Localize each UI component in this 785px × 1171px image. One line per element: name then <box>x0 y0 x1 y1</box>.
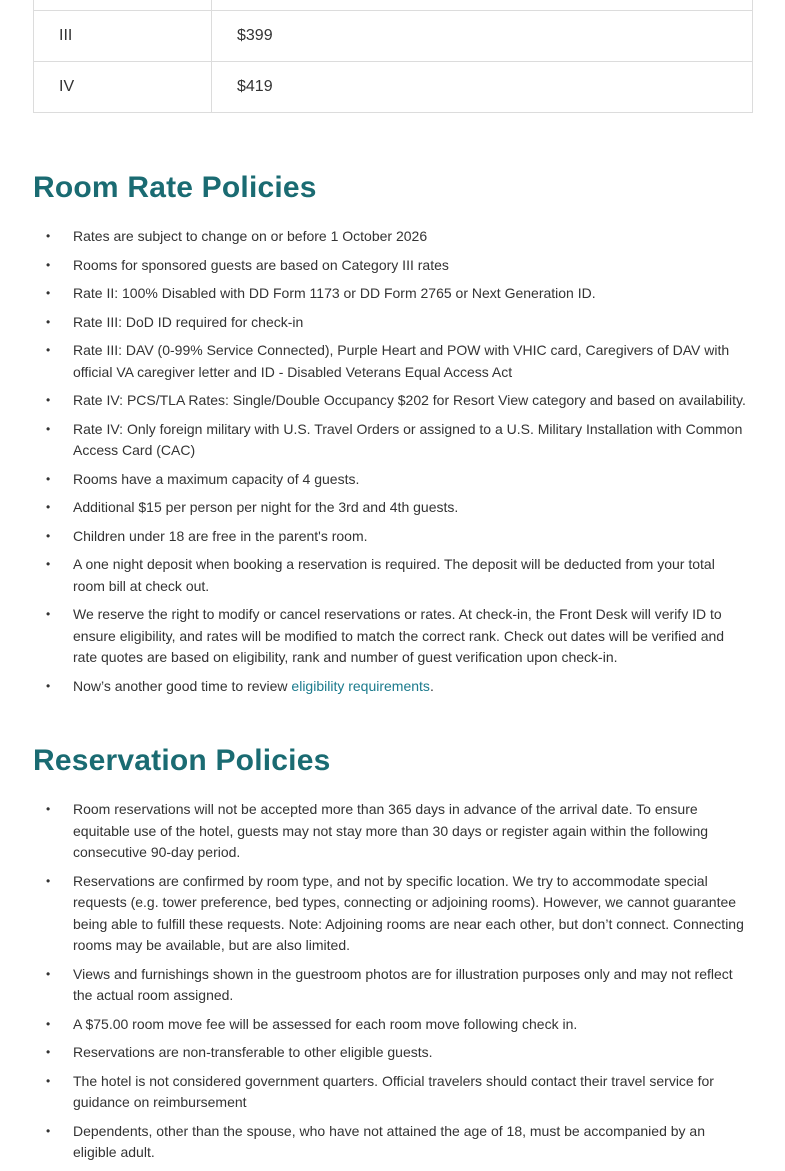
list-item <box>33 1014 749 1036</box>
list-item <box>33 964 749 1007</box>
list-item-text: Now’s another good time to review <box>73 677 292 694</box>
list-item <box>33 676 749 698</box>
list-item <box>33 1071 749 1114</box>
list-item <box>33 604 749 669</box>
room-rate-policy-list <box>33 226 749 704</box>
table-cell-price: $399 <box>212 11 753 62</box>
bullet-icon: • <box>46 1045 51 1059</box>
list-item-text: Views and furnishings shown in the guestroom photos are for illustration purposes only and may not reflect the actual room assigned. <box>73 965 733 1003</box>
list-item <box>33 390 749 412</box>
bullet-icon: • <box>46 1123 51 1138</box>
table-cell-category <box>34 0 212 11</box>
list-item-text: We reserve the right to modify or cancel reservations or rates. At check-in, the Front Desk will verify ID to ensure eligibility, and rates will be modified to match the correct rank. Check out dates will be verified and rate quotes are based on eligibility, rank and number of guest verification upon check-in. <box>73 606 725 665</box>
table-cell-price: $419 <box>212 62 753 113</box>
table-cell-category: IV <box>34 62 212 113</box>
bullet-icon: • <box>46 393 51 407</box>
bullet-icon: • <box>46 286 51 300</box>
list-item-text: Rate IV: PCS/TLA Rates: Single/Double Occupancy $202 for Resort View category and based on availability. <box>73 392 746 408</box>
list-item <box>33 1121 749 1164</box>
bullet-icon: • <box>46 257 51 272</box>
list-item <box>33 340 749 383</box>
bullet-icon: • <box>46 873 51 888</box>
reservation-policies-heading: Reservation Policies <box>33 744 331 777</box>
list-item-text: Additional $15 per person per night for the 3rd and 4th guests. <box>73 499 459 515</box>
list-item <box>33 283 749 305</box>
list-item-text: Rate III: DoD ID required for check-in <box>73 313 304 330</box>
list-item <box>33 469 749 491</box>
table-row <box>34 0 753 11</box>
bullet-icon: • <box>46 607 51 621</box>
list-item-text: A one night deposit when booking a reservation is required. The deposit will be deducted from your total room bill at check out. <box>73 556 715 594</box>
bullet-icon: • <box>46 1016 51 1031</box>
list-item-text: Rate III: DAV (0-99% Service Connected), Purple Heart and POW with VHIC card, Caregivers of DAV with official VA caregiver letter and ID - Disabled Veterans Equal Access Act <box>73 342 730 380</box>
bullet-icon: • <box>46 528 51 543</box>
reservation-policy-list <box>33 799 749 1171</box>
list-item <box>33 799 749 864</box>
list-item <box>33 255 749 277</box>
list-item <box>33 554 749 597</box>
bullet-icon: • <box>46 678 51 693</box>
bullet-icon: • <box>46 229 51 243</box>
list-item <box>33 1042 749 1064</box>
list-item <box>33 419 749 462</box>
list-item <box>33 871 749 957</box>
bullet-icon: • <box>46 421 51 436</box>
list-item-text: Rate II: 100% Disabled with DD Form 1173 or DD Form 2765 or Next Generation ID. <box>73 285 596 301</box>
table-row <box>34 11 753 62</box>
table-cell-price <box>212 0 753 11</box>
bullet-icon: • <box>46 1073 51 1088</box>
bullet-icon: • <box>46 343 51 357</box>
list-item <box>33 312 749 334</box>
list-item-text: Reservations are non-transferable to other eligible guests. <box>73 1044 433 1060</box>
room-rate-policies-heading: Room Rate Policies <box>33 171 317 204</box>
list-item-text: Rooms for sponsored guests are based on Category III rates <box>73 256 449 273</box>
bullet-icon: • <box>46 557 51 571</box>
list-item <box>33 497 749 519</box>
list-item-text: Rates are subject to change on or before 1 October 2026 <box>73 228 428 244</box>
list-item-text: Children under 18 are free in the parent's room. <box>73 527 368 544</box>
bullet-icon: • <box>46 314 51 329</box>
list-item-text: Dependents, other than the spouse, who have not attained the age of 18, must be accompanied by an eligible adult. <box>73 1122 705 1160</box>
list-item <box>33 526 749 548</box>
bullet-icon: • <box>46 802 51 816</box>
list-item-text-end: . <box>429 677 434 694</box>
bullet-icon: • <box>46 966 51 981</box>
list-item-text: The hotel is not considered government quarters. Official travelers should contact their travel service for guidance on reimbursement <box>73 1072 714 1110</box>
list-item-text: A $75.00 room move fee will be assessed for each room move following check in. <box>73 1015 578 1032</box>
bullet-icon: • <box>46 471 51 486</box>
list-item-text: Room reservations will not be accepted more than 365 days in advance of the arrival date. To ensure equitable use of the hotel, guests may not stay more than 30 days or register again within the following consecutive 90-day period. <box>73 801 709 860</box>
list-item-text: Rate IV: Only foreign military with U.S. Travel Orders or assigned to a U.S. Military Installation with Common Access Card (CAC) <box>73 420 743 458</box>
rate-table <box>33 0 753 113</box>
list-item <box>33 226 749 248</box>
table-row <box>34 62 753 113</box>
list-item-text: Rooms have a maximum capacity of 4 guests. <box>73 470 360 487</box>
bullet-icon: • <box>46 500 51 514</box>
table-cell-category: III <box>34 11 212 62</box>
eligibility-requirements-link[interactable]: eligibility requirements <box>291 677 430 694</box>
list-item-text: Reservations are confirmed by room type, and not by specific location. We try to accommodate special requests (e.g. tower preference, bed types, connecting or adjoining rooms). However, we cannot guarantee being able to fulfill these requests. Note: Adjoining rooms are near each other, but don’t connect. Connecting rooms may be available, but are also limited. <box>73 872 744 953</box>
